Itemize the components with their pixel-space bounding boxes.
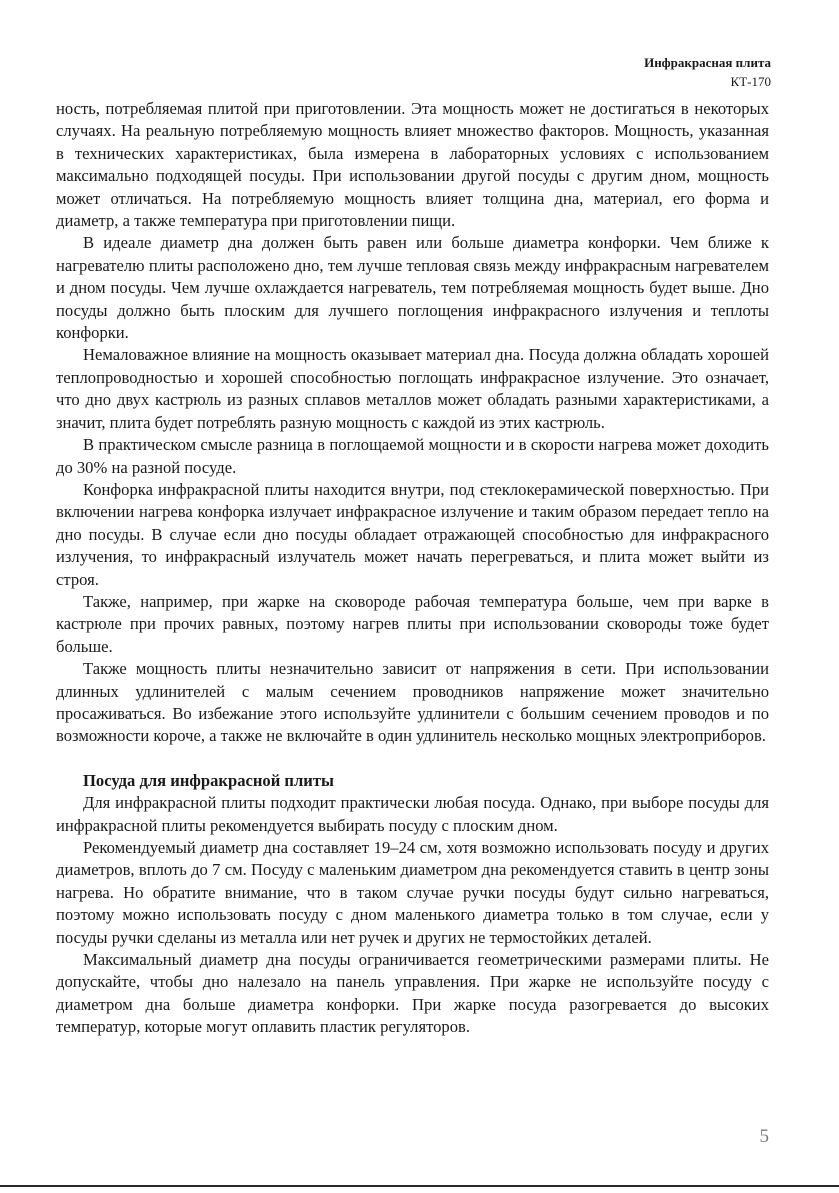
header-title: Инфракрасная плита [644,55,771,70]
section-paragraph: Рекомендуемый диаметр дна составляет 19–24 см, хотя возможно использовать посуду и других диаметров, вплоть до 7 см. Посуду с маленьким диаметром дна рекомендуется ставить в центр зоны нагрева. Но обратите внимание, что в таком случае ручки посуды будут сильно нагреваться, поэтому можно использовать посуду с дном маленького диаметра только в том случае, если у посуды ручки сделаны из металла или нет ручек и других не термостойких деталей. [56,838,769,947]
body-paragraph: В практическом смысле разница в поглощаемой мощности и в скорости нагрева может доходить до 30% на разной посуде. [56,435,769,477]
header-model: КТ-170 [730,74,771,89]
page-body [56,98,769,1039]
body-paragraph: ность, потребляемая плитой при приготовлении. Эта мощность может не достигаться в некоторых случаях. На реальную потребляемую мощность влияет множество факторов. Мощность, указанная в технических характеристиках, была измерена в лабораторных условиях с использованием максимально подходящей посуды. При использовании другой посуды с другим дном, мощность может отличаться. На потребляемую мощность влияет толщина дна, материал, его форма и диаметр, а также температура при приготовлении пищи. [56,99,769,231]
section-paragraph: Максимальный диаметр дна посуды ограничивается геометрическими размерами плиты. Не допускайте, чтобы дно налезало на панель управления. При жарке не используйте посуду с диаметром дна больше диаметра конфорки. При жарке посуда разогревается до высоких температур, которые могут оплавить пластик регуляторов. [56,950,769,1037]
body-paragraph: В идеале диаметр дна должен быть равен или больше диаметра конфорки. Чем ближе к нагревателю плиты расположено дно, тем лучше тепловая связь между инфракрасным нагревателем и дном посуды. Чем лучше охлаждается нагреватель, тем потребляемая мощность будет выше. Дно посуды должно быть плоским для лучшего поглощения инфракрасного излучения и теплоты конфорки. [56,233,769,343]
body-paragraph: Также мощность плиты незначительно зависит от напряжения в сети. При использовании длинных удлинителей с малым сечением проводников напряжение может значительно просаживаться. Во избежание этого используйте удлинители с большим сечением проводов и по возможности короче, а также не включайте в один удлинитель несколько мощных электроприборов. [56,659,769,746]
running-header [644,53,771,91]
body-paragraph: Конфорка инфракрасной плиты находится внутри, под стеклокерамической поверхностью. При включении нагрева конфорка излучает инфракрасное излучение и таким образом передает тепло на дно посуды. В случае если дно посуды обладает отражающей способностью для инфракрасного излучения, то инфракрасный излучатель может начать перегреваться, и плита может выйти из строя. [56,479,769,589]
bottom-divider [0,1185,839,1187]
section-heading: Посуда для инфракрасной плиты [83,770,334,790]
body-paragraph: Немаловажное влияние на мощность оказывает материал дна. Посуда должна обладать хорошей теплопроводностью и хорошей способностью поглощать инфракрасное излучение. Это означает, что дно двух кастрюль из разных сплавов металлов может обладать разными характеристиками, а значит, плита будет потреблять разную мощность с каждой из этих кастрюль. [56,345,769,432]
section-paragraph: Для инфракрасной плиты подходит практически любая посуда. Однако, при выборе посуды для инфракрасной плиты рекомендуется выбирать посуду с плоским дном. [56,793,769,835]
body-paragraph: Также, например, при жарке на сковороде рабочая температура больше, чем при варке в кастрюле при прочих равных, поэтому нагрев плиты при использовании сковороды тоже будет больше. [56,591,769,656]
page-number: 5 [759,1126,769,1147]
